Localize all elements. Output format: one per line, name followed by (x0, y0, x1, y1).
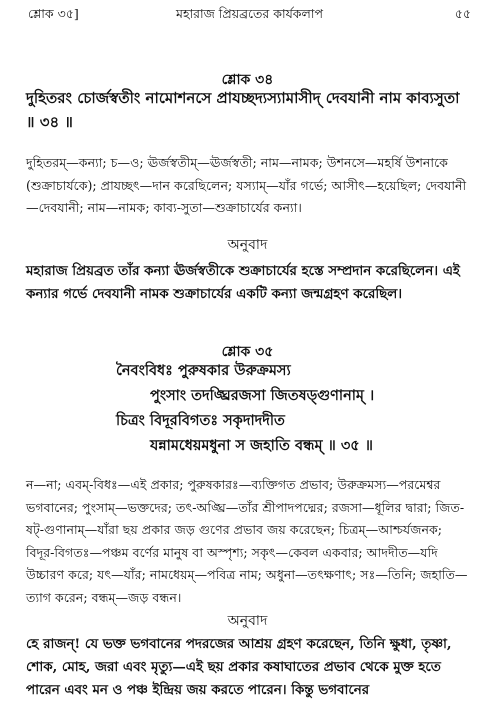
verse-35-heading: শ্লোক ৩৫ (221, 344, 274, 360)
verse-35-line-3: চিত্রং বিদূরবিগতঃ সকৃদাদদীত (116, 412, 285, 429)
verse-34-synonyms: দুহিতরম্—কন্যা; চ—ও; ঊর্জস্বতীম্—ঊর্জস্বতী; নাম—নামক; উশনসে—মহর্ষি উশনাকে (শুক্রাচার্যকে); প্রাযচ্ছৎ—দান করেছিলেন; যস্যাম্—যাঁর গর্ভে; আসীৎ—হয়েছিল; দেবযানী—দেবযানী; নাম—নামক; কাব্য-সুতা—শুক্রাচার্যের কন্যা। (26, 155, 467, 215)
verse-34-translation: মহারাজ প্রিয়ব্রত তাঁর কন্যা ঊর্জস্বতীকে শুক্রাচার্যের হস্তে সম্প্রদান করেছিলেন। এই কন্যার গর্ভে দেবযানী নামক শুক্রাচার্যের একটি কন্যা জন্মগ্রহণ করেছিল। (26, 263, 460, 302)
verse-35-line-4: যন্নামধেয়মধুনা স জহাতি বন্ধম্ ॥ ৩৫ ॥ (150, 437, 373, 454)
page-number: ৫৫ (454, 6, 471, 21)
header-verse-ref: শ্লোক ৩৫] (28, 6, 79, 21)
running-header (28, 6, 471, 26)
verse-35-translation-title: অনুবাদ (227, 613, 268, 629)
verse-34-translation-title: অনুবাদ (227, 237, 268, 253)
verse-34-text: দুহিতরং চোর্জস্বতীং নামোশনসে প্রাযচ্ছদ্যস্যামাসীদ্ দেবযানী নাম কাব্যসুতা ॥ ৩৪ ॥ (26, 89, 460, 131)
verse-35-line-1: নৈবংবিধঃ পুরুষকার উরুক্রমস্য (116, 362, 291, 379)
verse-35-synonyms: ন—না; এবম্-বিধঃ—এই প্রকার; পুরুষকারঃ—ব্যক্তিগত প্রভাব; উরুক্রমস্য—পরমেশ্বর ভগবানের; পুংসাম্—ভক্তদের; তৎ-অঙ্ঘ্রি—তাঁর শ্রীপাদপদ্মের; রজসা—ধূলির দ্বারা; জিত-ষট্-গুণানাম্—যাঁরা ছয় প্রকার জড় গুণের প্রভাব জয় করেছেন; চিত্রম্—আশ্চর্যজনক; বিদূর-বিগতঃ—পঞ্চম বর্ণের মানুষ বা অস্পৃশ্য; সকৃৎ—কেবল একবার; আদদীত—যদি উচ্চারণ করে; যৎ—যাঁর; নামধেয়ম্—পবিত্র নাম; অধুনা—তৎক্ষণাৎ; সঃ—তিনি; জহাতি—ত্যাগ করেন; বন্ধম্—জড় বন্ধন। (26, 477, 468, 605)
verse-35-translation: হে রাজন্! যে ভক্ত ভগবানের পদরজের আশ্রয় গ্রহণ করেছেন, তিনি ক্ষুধা, তৃষ্ণা, শোক, মোহ, জরা এবং মৃত্যু—এই ছয় প্রকার কষাঘাতের প্রভাব থেকে মুক্ত হতে পারেন এবং মন ও পঞ্চ ইন্দ্রিয় জয় করতে পারেন। কিন্তু ভগবানের (26, 636, 452, 698)
verse-34-heading: শ্লোক ৩৪ (221, 72, 274, 88)
header-chapter-title: মহারাজ প্রিয়ব্রতের কার্যকলাপ (176, 6, 323, 21)
verse-35-line-2: পুংসাং তদঙ্ঘ্রিরজসা জিতষড্গুণানাম্ । (150, 387, 375, 404)
